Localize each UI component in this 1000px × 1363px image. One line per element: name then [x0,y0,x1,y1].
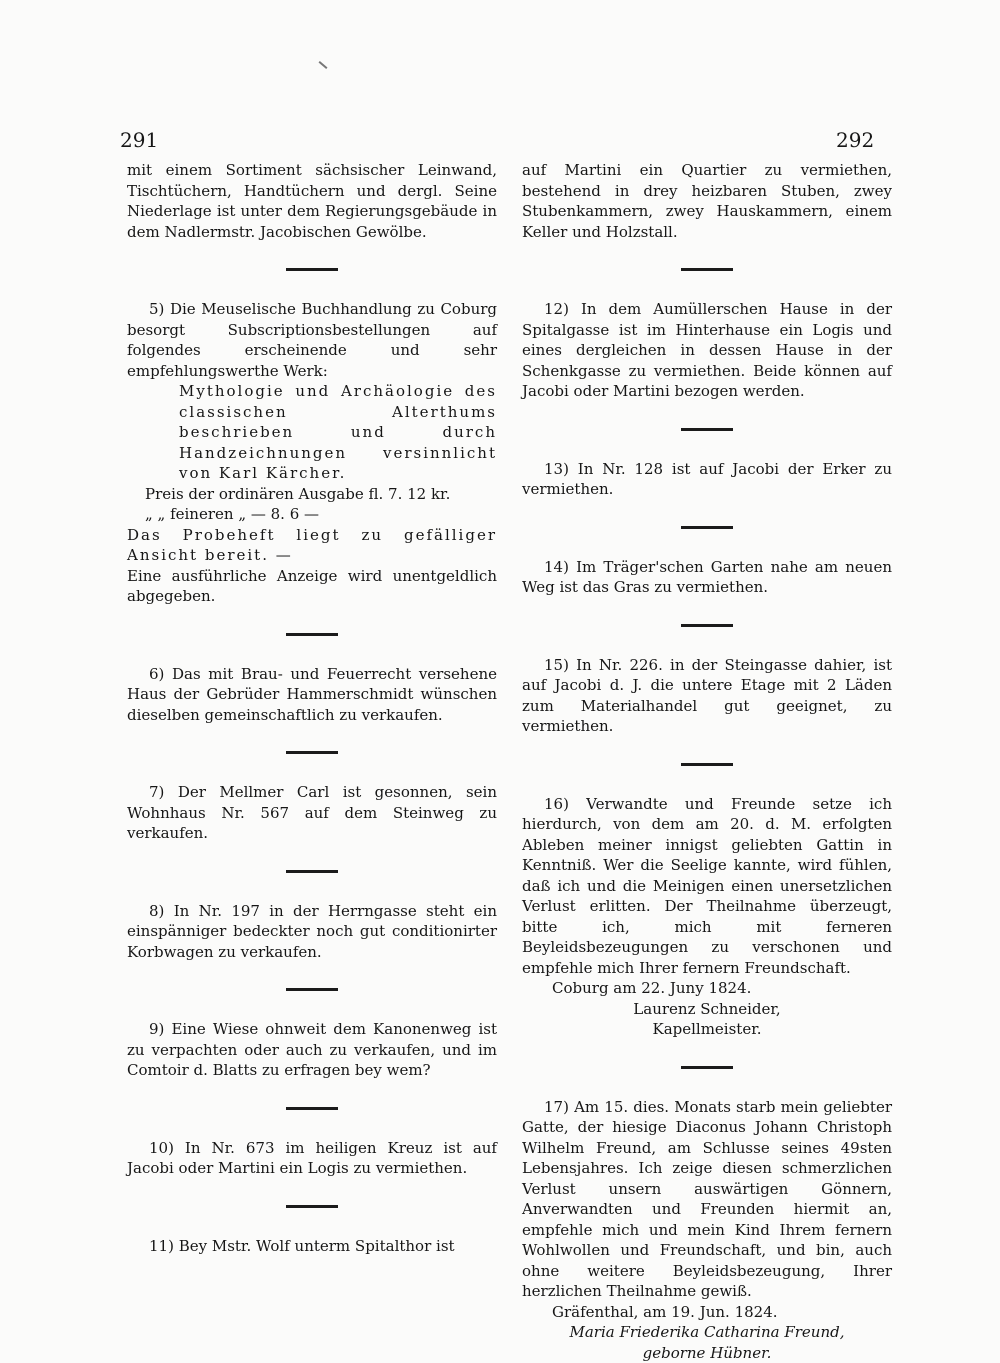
ad-10: 10) In Nr. 673 im heiligen Kreuz ist auf Jacobi oder Martini ein Logis zu vermiethen. [127,1138,497,1179]
left-column [127,160,497,1256]
ad-11: 11) Bey Mstr. Wolf unterm Spitalthor ist [127,1236,497,1257]
ad-5-price-ordinary: Preis der ordinären Ausgabe fl. 7. 12 kr. [127,484,497,505]
divider [681,763,733,766]
ad-7: 7) Der Mellmer Carl ist gesonnen, sein Wohnhaus Nr. 567 auf dem Steinweg zu verkaufen. [127,782,497,844]
divider [681,624,733,627]
divider [286,1107,338,1110]
ad-16-body: 16) Verwandte und Freunde setze ich hierdurch, von dem am 20. d. M. erfolgten Ableben meiner innigst geliebten Gattin in Kenntniß. Wer die Seelige kannte, wird fühlen, daß ich und die Meinigen einen unersetzlichen Verlust erlitten. Der Theilnahme überzeugt, bitte ich, mich mit ferneren Beyleidsbezeugungen zu verschonen und empfehle mich Ihrer fernern Freundschaft. [522,794,892,979]
ad-17-signature-maiden-name: geborne Hübner. [522,1343,892,1363]
continued-notice-right: auf Martini ein Quartier zu vermiethen, bestehend in drey heizbaren Stuben, zwey Stubenkammern, zwey Hauskammern, einem Keller und Holzstall. [522,160,892,242]
divider [286,633,338,636]
ad-17-body: 17) Am 15. dies. Monats starb mein geliebter Gatte, der hiesige Diaconus Johann Christoph Wilhelm Freund, am Schlusse seines 49sten Lebensjahres. Ich zeige diesen schmerzlichen Verlust unsern auswärtigen Gönnern, Anverwandten und Freunden hiermit an, empfehle mich und mein Kind Ihrem fernern Wohlwollen und Freundschaft, und bin, auch ohne weitere Beyleidsbezeugung, Ihrer herzlichen Theilnahme gewiß. [522,1097,892,1302]
continued-notice-left: mit einem Sortiment sächsischer Leinwand, Tischtüchern, Handtüchern und dergl. Seine Niederlage ist unter dem Regierungsgebäude in dem Nadlermstr. Jacobischen Gewölbe. [127,160,497,242]
ad-5-sample-note: Das Probeheft liegt zu gefälliger Ansicht bereit. — [127,525,497,566]
ad-6: 6) Das mit Brau- und Feuerrecht versehene Haus der Gebrüder Hammerschmidt wünschen dieselben gemeinschaftlich zu verkaufen. [127,664,497,726]
divider [286,751,338,754]
ad-14: 14) Im Träger'schen Garten nahe am neuen Weg ist das Gras zu vermiethen. [522,557,892,598]
page-number-left: 291 [120,128,158,152]
divider [286,870,338,873]
ad-15: 15) In Nr. 226. in der Steingasse dahier, ist auf Jacobi d. J. die untere Etage mit 2 Läden zum Materialhandel gut geeignet, zu vermiethen. [522,655,892,737]
right-column [522,160,892,1363]
ad-13: 13) In Nr. 128 ist auf Jacobi der Erker zu vermiethen. [522,459,892,500]
divider [681,1066,733,1069]
ad-16-place-date: Coburg am 22. Juny 1824. [522,978,892,999]
page-number-right: 292 [836,128,874,152]
divider [286,988,338,991]
ad-5-price-fine: „ „ feineren „ — 8. 6 — [127,504,497,525]
ad-12: 12) In dem Aumüllerschen Hause in der Spitalgasse ist im Hinterhause ein Logis und eines dergleichen in dessen Hause in der Schenkgasse zu vermiethen. Beide können auf Jacobi oder Martini bezogen werden. [522,299,892,402]
divider [681,526,733,529]
print-mark [319,61,328,69]
ad-5-free-notice: Eine ausführliche Anzeige wird unentgeldlich abgegeben. [127,566,497,607]
ad-5-book-title: Mythologie und Archäologie des classischen Alterthums beschrieben und durch Handzeichnungen versinnlicht von Karl Kärcher. [127,381,497,484]
ad-5-intro: 5) Die Meuselische Buchhandlung zu Coburg besorgt Subscriptionsbestellungen auf folgendes erscheinende und sehr empfehlungswerthe Werk: [127,299,497,381]
ad-17-signature-name: Maria Friederika Catharina Freund, [522,1322,892,1343]
divider [286,268,338,271]
divider [681,268,733,271]
divider [681,428,733,431]
divider [286,1205,338,1208]
ad-16-signature-title: Kapellmeister. [522,1019,892,1040]
ad-17-place-date: Gräfenthal, am 19. Jun. 1824. [522,1302,892,1323]
ad-8: 8) In Nr. 197 in der Herrngasse steht ein einspänniger bedeckter noch gut conditionirter Korbwagen zu verkaufen. [127,901,497,963]
ad-9: 9) Eine Wiese ohnweit dem Kanonenweg ist zu verpachten oder auch zu verkaufen, und im Comtoir d. Blatts zu erfragen bey wem? [127,1019,497,1081]
ad-16-signature-name: Laurenz Schneider, [522,999,892,1020]
